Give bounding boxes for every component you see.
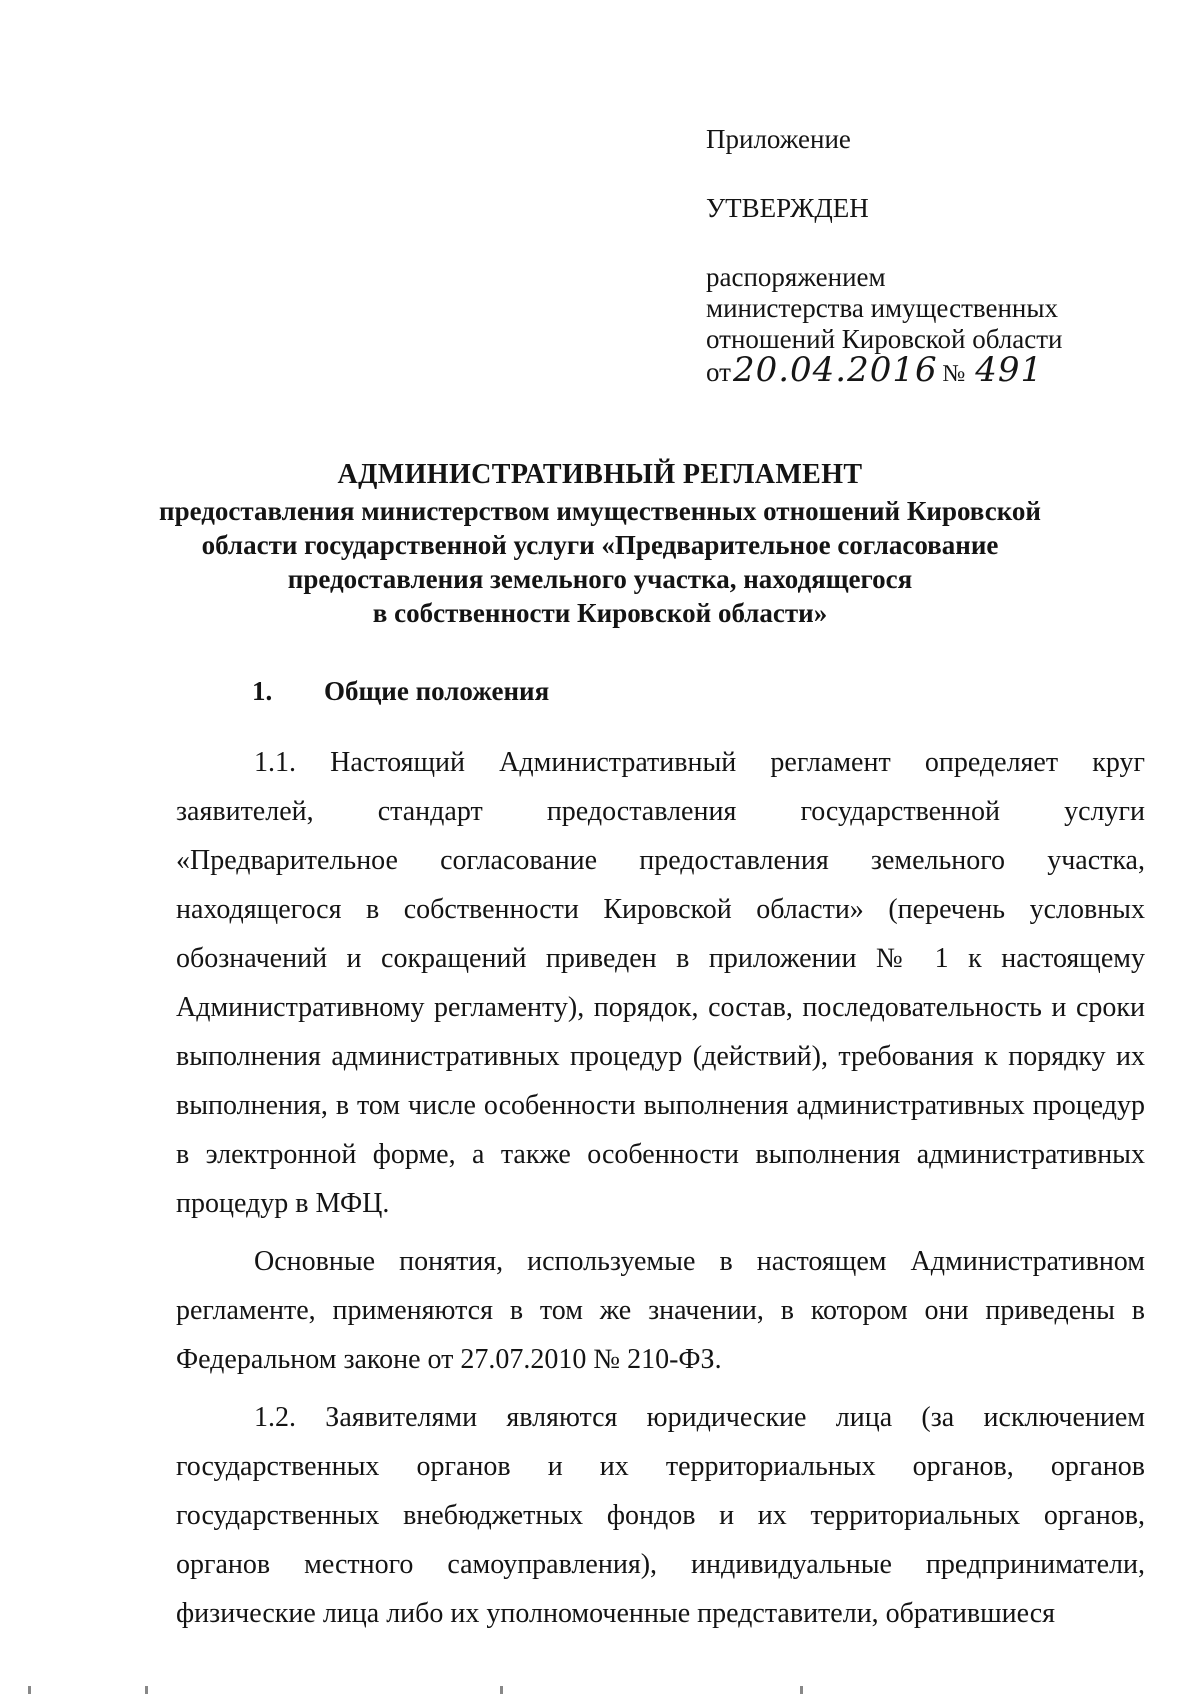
- approved-label: УТВЕРЖДЕН: [706, 193, 869, 223]
- section-heading: [252, 676, 549, 707]
- body-text: [176, 738, 1145, 1647]
- section-title: Общие положения: [324, 676, 550, 706]
- scan-mark: [500, 1686, 503, 1694]
- handwritten-date: 20.04.2016: [732, 350, 938, 390]
- order-line-2: министерства имущественных: [706, 293, 1058, 323]
- title-main: АДМИНИСТРАТИВНЫЙ РЕГЛАМЕНТ: [337, 459, 863, 490]
- scan-edge-marks: [0, 1684, 1200, 1696]
- title-line-2: области государственной услуги «Предварительное согласование: [201, 530, 999, 560]
- title-line-4: в собственности Кировской области»: [372, 598, 828, 628]
- section-number: 1.: [252, 676, 273, 706]
- appendix-label: Приложение: [706, 124, 851, 154]
- title-line-1: предоставления министерством имущественных отношений Кировской: [159, 496, 1041, 526]
- title-line-3: предоставления земельного участка, находящегося: [287, 564, 913, 594]
- document-title: [150, 458, 1050, 630]
- order-line-1: распоряжением: [706, 262, 886, 292]
- handwritten-number: 491: [975, 350, 1044, 390]
- paragraph-1-1: 1.1. Настоящий Административный регламент определяет круг заявителей, стандарт предоставления государственной услуги «Предварительное согласование предоставления земельного участка, находящегося в собственности Кировской области» (перечень условных обозначений и сокращений приведен в приложении № 1 к настоящему Административному регламенту), порядок, состав, последовательность и сроки выполнения административных процедур (действий), требования к порядку их выполнения, в том числе особенности выполнения административных процедур в электронной форме, а также особенности выполнения административных процедур в МФЦ.: [176, 747, 1145, 1219]
- paragraph-definitions: Основные понятия, используемые в настоящем Административном регламенте, применяются в том же значении, в котором они приведены в Федеральном законе от 27.07.2010 № 210-ФЗ.: [176, 1246, 1145, 1375]
- order-line-3: отношений Кировской области: [706, 324, 1063, 354]
- paragraph-1-2: 1.2. Заявителями являются юридические лица (за исключением государственных органов и их территориальных органов, органов государственных внебюджетных фондов и их территориальных органов, органов местного самоуправления), индивидуальные предприниматели, физические лица либо их уполномоченные представители, обратившиеся: [176, 1402, 1145, 1629]
- scan-mark: [28, 1686, 31, 1694]
- date-number-line: [706, 350, 1146, 395]
- approval-block: [706, 124, 1146, 395]
- scan-mark: [145, 1686, 148, 1694]
- number-sign: №: [942, 361, 966, 387]
- scan-mark: [800, 1686, 803, 1694]
- date-prefix: от: [706, 357, 731, 387]
